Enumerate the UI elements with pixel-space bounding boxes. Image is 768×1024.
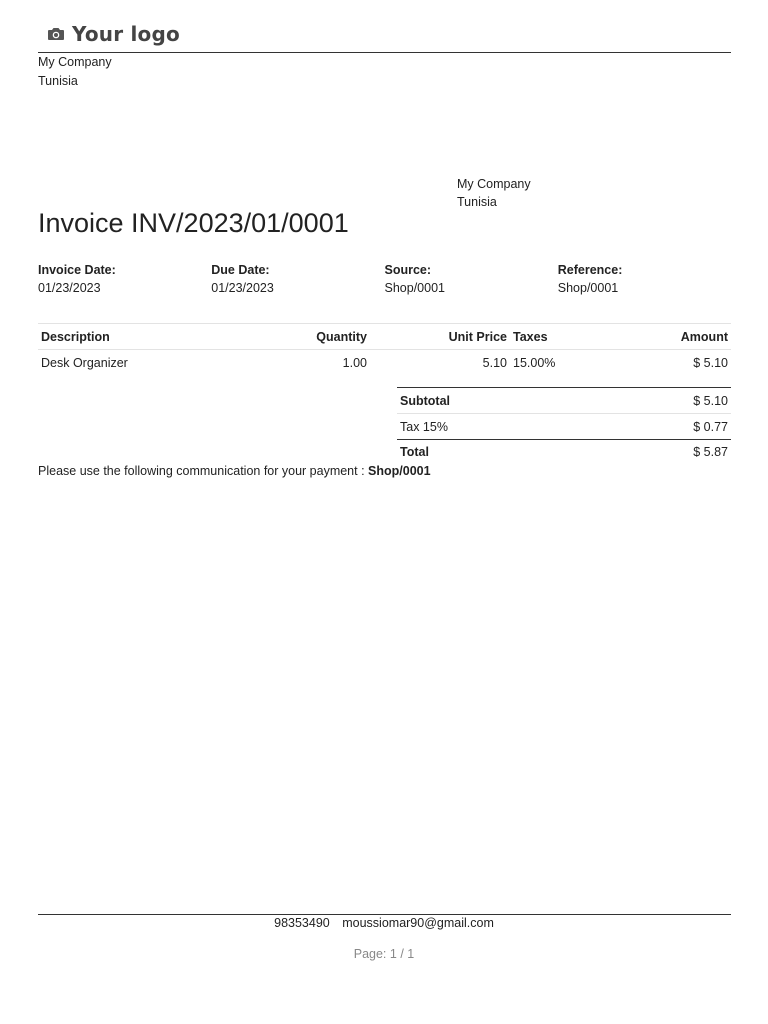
- subtotal-row: [397, 388, 731, 414]
- page-label: Page:: [353, 947, 387, 961]
- payment-text: Please use the following communication for your payment :: [38, 464, 365, 478]
- total-row: [397, 440, 731, 464]
- page-current: 1: [389, 947, 397, 961]
- footer-divider: [38, 914, 731, 915]
- total-label: Total: [397, 440, 590, 464]
- due-date-value: 01/23/2023: [211, 281, 274, 295]
- header-divider: [38, 52, 731, 53]
- payment-reference: Shop/0001: [368, 464, 431, 478]
- tax-row: [397, 414, 731, 440]
- subtotal-label: Subtotal: [397, 388, 590, 414]
- invoice-date-label: Invoice Date:: [38, 263, 116, 277]
- tax-label: Tax 15%: [397, 414, 590, 440]
- company-logo: [46, 22, 180, 46]
- reference-label: Reference:: [557, 263, 623, 277]
- page-separator: /: [400, 947, 404, 961]
- page-number: [0, 947, 768, 961]
- tax-value: $ 0.77: [590, 414, 731, 440]
- line-taxes: 15.00%: [513, 355, 556, 370]
- total-value: $ 5.87: [590, 440, 731, 464]
- reference-value: Shop/0001: [557, 281, 619, 295]
- invoice-info: [38, 261, 731, 297]
- footer-email[interactable]: moussiomar90@gmail.com: [342, 916, 494, 930]
- source-label: Source:: [384, 263, 432, 277]
- line-quantity: 1.00: [342, 355, 367, 370]
- source-value: Shop/0001: [384, 281, 445, 295]
- column-header-amount: Amount: [610, 324, 731, 350]
- partner-name: My Company: [457, 177, 531, 191]
- camera-icon: [46, 24, 66, 44]
- footer-contact: [0, 916, 768, 930]
- company-name: My Company: [38, 55, 112, 69]
- line-amount: $ 5.10: [693, 355, 728, 370]
- company-country: Tunisia: [38, 74, 78, 88]
- page-total: 1: [407, 947, 415, 961]
- table-row: [38, 350, 731, 376]
- payment-communication: [38, 464, 431, 478]
- due-date-label: Due Date:: [211, 263, 270, 277]
- column-header-description: Description: [38, 324, 218, 350]
- reference-field: [558, 261, 731, 297]
- subtotal-value: $ 5.10: [590, 388, 731, 414]
- column-header-quantity: Quantity: [218, 324, 370, 350]
- partner-country: Tunisia: [457, 195, 497, 209]
- invoice-date-field: [38, 261, 211, 297]
- invoice-lines-table: [38, 323, 731, 376]
- column-header-unit-price: Unit Price: [370, 324, 510, 350]
- line-description: Desk Organizer: [41, 355, 128, 370]
- invoice-title: Invoice INV/2023/01/0001: [38, 208, 349, 238]
- footer-phone: 98353490: [274, 916, 330, 930]
- partner-address: [457, 175, 531, 211]
- line-unit-price: 5.10: [482, 355, 507, 370]
- totals-table: [397, 387, 731, 464]
- logo-text: Your logo: [72, 22, 180, 46]
- invoice-date-value: 01/23/2023: [38, 281, 101, 295]
- source-field: [385, 261, 558, 297]
- company-address: [38, 53, 112, 91]
- table-header-row: [38, 324, 731, 350]
- due-date-field: [211, 261, 384, 297]
- column-header-taxes: Taxes: [510, 324, 610, 350]
